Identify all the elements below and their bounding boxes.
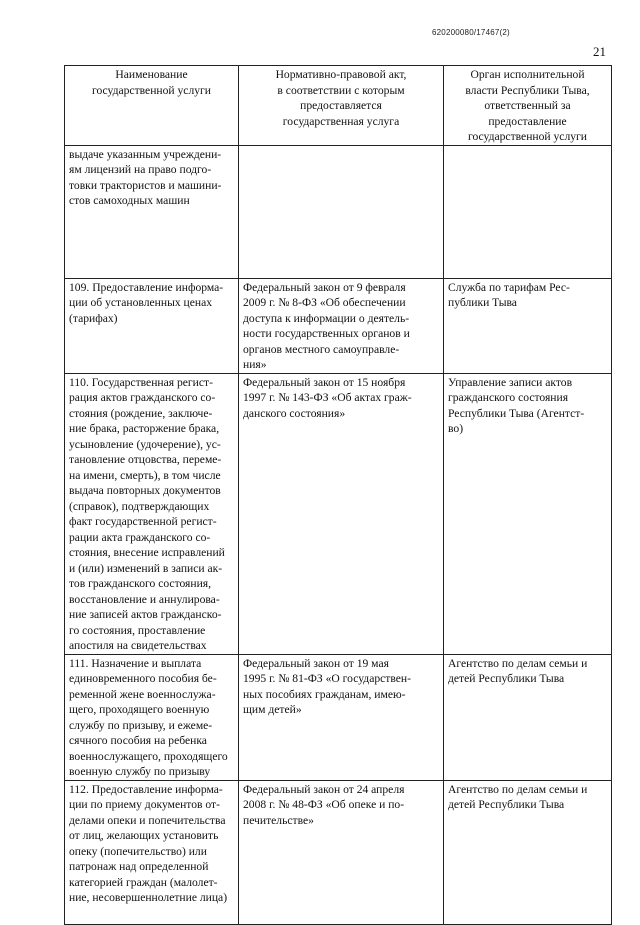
cell-text-line: данского состояния» [243, 406, 346, 420]
cell-text-line: апостиля на свидетельствах [69, 639, 207, 652]
cell-text-line: Федеральный закон от 15 ноября [243, 375, 406, 389]
table-row [65, 373, 612, 654]
cell-text-line: доступа к информации о деятель- [243, 311, 410, 325]
cell-text-line: ния» [243, 358, 267, 371]
cell-text-line: Управление записи актов [448, 375, 573, 389]
cell-text-line: 2009 г. № 8-ФЗ «Об обеспечении [243, 296, 406, 309]
services-table [64, 65, 612, 925]
cell-text-line: Служба по тарифам Рес- [448, 280, 570, 294]
cell-text-line: 112. Предоставление информа- [69, 782, 223, 796]
cell-text-line: государственной услуги [91, 83, 211, 97]
cell-text-line: от лиц, желающих установить [69, 829, 219, 842]
table-row [65, 654, 612, 780]
cell-text-line: тановление отцовства, переме- [69, 453, 222, 466]
cell-text-line: Федеральный закон от 24 апреля [243, 782, 405, 796]
cell-text-line: Республики Тыва (Агентст- [448, 406, 585, 420]
header-service-name [65, 66, 239, 146]
agency-cell [444, 373, 612, 654]
cell-text-line: ности государственных органов и [243, 327, 410, 340]
cell-text-line: делами опеки и попечительства [69, 813, 226, 827]
cell-text-line: стояния, внесение исправлений [69, 546, 225, 559]
cell-text-line: ременной жене военнослужа- [69, 687, 216, 701]
cell-text-line: печительстве» [243, 813, 314, 827]
cell-text-line: го состояния, проставление [69, 623, 206, 637]
cell-text-line: категорией граждан (малолет- [69, 875, 218, 889]
cell-text-line: военнослужащего, проходящего [69, 749, 228, 763]
cell-text-line: (тарифах) [69, 311, 118, 325]
cell-text-line: Федеральный закон от 19 мая [243, 656, 389, 670]
cell-text-line: 2008 г. № 48-ФЗ «Об опеке и по- [243, 798, 405, 811]
cell-text-line: факт государственной регист- [69, 515, 217, 528]
cell-text-line: (справок), подтверждающих [69, 499, 210, 513]
table-row [65, 145, 612, 278]
cell-text-line: гражданского состояния [448, 391, 569, 404]
cell-text-line: ных пособиях гражданам, имею- [243, 687, 406, 701]
agency-cell [444, 654, 612, 780]
cell-text-line: в соответствии с которым [277, 83, 405, 97]
table-header-row [65, 66, 612, 146]
cell-text-line: Агентство по делам семьи и [448, 782, 588, 796]
law-cell [239, 278, 444, 373]
cell-text-line: выдача повторных документов [69, 484, 221, 497]
cell-text-line: ние, несовершеннолетние лица) [69, 891, 228, 904]
cell-text-line: 110. Государственная регист- [69, 375, 213, 389]
cell-text-line: государственная услуга [282, 114, 400, 128]
cell-text-line: во) [448, 422, 464, 435]
cell-text-line: военную службу по призыву [69, 765, 211, 778]
cell-text-line: ние записей актов гражданско- [69, 608, 222, 621]
cell-text-line: органов местного самоуправле- [243, 342, 400, 356]
cell-text-line: предоставляется [300, 99, 382, 112]
service-cell [65, 145, 239, 278]
agency-cell [444, 145, 612, 278]
cell-text-line: Наименование [115, 68, 188, 81]
table-row [65, 278, 612, 373]
cell-text-line: 111. Назначение и выплата [69, 656, 202, 670]
cell-text-line: Федеральный закон от 9 февраля [243, 280, 406, 294]
cell-text-line: Агентство по делам семьи и [448, 656, 588, 670]
cell-text-line: стояния (рождение, заключе- [69, 406, 213, 420]
cell-text-line: ние брака, расторжение брака, [69, 422, 220, 435]
cell-text-line: Нормативно-правовой акт, [275, 68, 407, 81]
cell-text-line: опеку (попечительство) или [69, 844, 207, 858]
cell-text-line: 109. Предоставление информа- [69, 280, 224, 294]
cell-text-line: детей Республики Тыва [448, 798, 565, 811]
service-cell [65, 278, 239, 373]
header-responsible-agency [444, 66, 612, 146]
cell-text-line: тов гражданского состояния, [69, 577, 212, 590]
agency-cell [444, 780, 612, 924]
law-cell [239, 780, 444, 924]
cell-text-line: товки трактористов и машини- [69, 178, 222, 192]
cell-text-line: стов самоходных машин [69, 194, 190, 207]
cell-text-line: ции об установленных ценах [69, 296, 213, 309]
service-cell [65, 654, 239, 780]
cell-text-line: детей Республики Тыва [448, 672, 565, 685]
cell-text-line: щего, проходящего военную [69, 703, 210, 716]
cell-text-line: Орган исполнительной [470, 68, 585, 81]
cell-text-line: рация актов гражданского со- [69, 391, 216, 404]
law-cell [239, 145, 444, 278]
cell-text-line: власти Республики Тыва, [465, 83, 590, 97]
cell-text-line: государственной услуги [467, 130, 587, 143]
cell-text-line: восстановление и аннулирова- [69, 592, 220, 606]
cell-text-line: предоставление [488, 114, 567, 128]
cell-text-line: рации акта гражданского со- [69, 530, 211, 544]
table-row [65, 780, 612, 924]
cell-text-line: выдаче указанным учреждени- [69, 147, 222, 161]
cell-text-line: службу по призыву, и ежеме- [69, 718, 213, 732]
cell-text-line: патронаж над определенной [69, 860, 209, 873]
cell-text-line: публики Тыва [448, 296, 517, 309]
cell-text-line: усыновление (удочерение), ус- [69, 437, 221, 451]
law-cell [239, 373, 444, 654]
cell-text-line: сячного пособия на ребенка [69, 734, 207, 747]
cell-text-line: единовременного пособия бе- [69, 672, 217, 685]
cell-text-line: щим детей» [243, 703, 302, 716]
service-cell [65, 373, 239, 654]
service-cell [65, 780, 239, 924]
document-id: 620200080/17467(2) [432, 28, 510, 37]
cell-text-line: 1997 г. № 143-ФЗ «Об актах граж- [243, 391, 412, 404]
agency-cell [444, 278, 612, 373]
cell-text-line: ям лицензий на право подго- [69, 163, 212, 176]
header-legal-act [239, 66, 444, 146]
cell-text-line: на имени, смерть), в том числе [69, 468, 221, 482]
page-number: 21 [593, 44, 606, 59]
cell-text-line: и (или) изменений в записи ак- [69, 561, 223, 575]
cell-text-line: ции по приему документов от- [69, 798, 220, 811]
cell-text-line: 1995 г. № 81-ФЗ «О государствен- [243, 672, 411, 685]
cell-text-line: ответственный за [484, 99, 571, 112]
law-cell [239, 654, 444, 780]
